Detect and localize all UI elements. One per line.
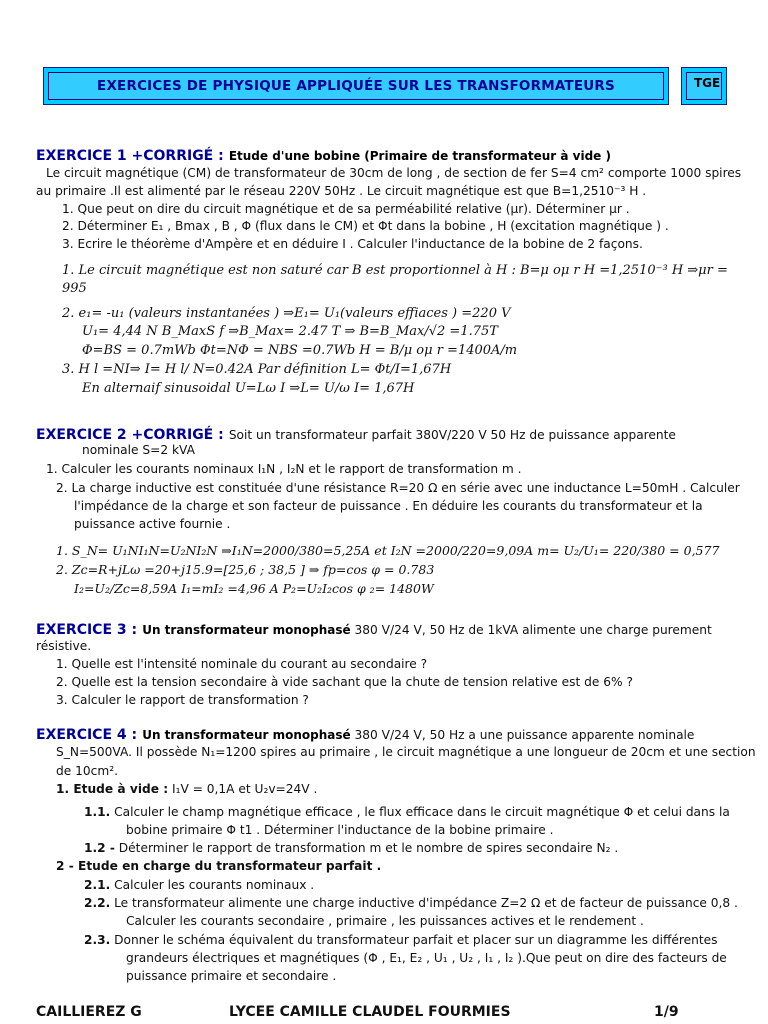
ex2-question-2c: puissance active fournie . xyxy=(74,517,231,531)
exercise-4-title: EXERCICE 4 : xyxy=(36,727,138,743)
ex1-solution-6: En alternaif sinusoidal U=Lω I ⇒L= U/ω I= 1,67H xyxy=(82,381,415,396)
ex2-line-1: Soit un transformateur parfait 380V/220 V 50 Hz de puissance apparente xyxy=(228,428,676,442)
ex4-part-2-3-text-b: grandeurs électriques et magnétiques (Φ , E₁, E₂ , U₁ , U₂ , I₁ , I₂ ).Que peut on dire des facteurs de xyxy=(126,951,727,965)
exercise-2-title: EXERCICE 2 +CORRIGÉ : xyxy=(36,427,224,443)
ex4-part-2-2 xyxy=(84,896,738,910)
page-title: EXERCICES DE PHYSIQUE APPLIQUÉE SUR LES TRANSFORMATEURS xyxy=(48,72,664,100)
ex4-part-1-1-label: 1.1. xyxy=(84,805,111,819)
ex3-line-1: 380 V/24 V, 50 Hz de 1kVA alimente une charge purement xyxy=(350,623,712,637)
ex4-part-1-text: I₁V = 0,1A et U₂v=24V . xyxy=(168,782,318,796)
exercise-1-title: EXERCICE 1 +CORRIGÉ : xyxy=(36,148,224,164)
ex1-solution-2: 2. e₁= -u₁ (valeurs instantanées ) ⇒E₁= U₁(valeurs effiaces ) =220 V xyxy=(62,306,511,321)
ex1-solution-4: Φ=BS = 0.7mWb Φt=NΦ = NBS =0.7Wb H = B/μ oμ r =1400A/m xyxy=(82,343,518,358)
ex4-part-2-2-text-b: Calculer les courants secondaire , primaire , les puissances actives et le rendement . xyxy=(126,914,644,928)
class-tag-box xyxy=(681,67,727,105)
exercise-3-subtitle: Un transformateur monophasé xyxy=(142,623,351,637)
exercise-4-heading xyxy=(36,724,694,743)
exercise-2-heading xyxy=(36,424,676,443)
ex4-part-2: 2 - Etude en charge du transformateur parfait . xyxy=(56,859,382,873)
ex1-line-1: Le circuit magnétique (CM) de transformateur de 30cm de long , de section de fer S=4 cm² comporte 1000 spires xyxy=(46,166,742,180)
ex1-solution-3: U₁= 4,44 N B_MaxS f ⇒B_Max= 2.47 T ⇒ B=B_Max/√2 =1.75T xyxy=(82,324,498,339)
ex2-question-2b: l'impédance de la charge et son facteur de puissance . En déduire les courants du transformateur et la xyxy=(74,499,703,513)
ex2-question-1: 1. Calculer les courants nominaux I₁N , I₂N et le rapport de transformation m . xyxy=(46,462,522,476)
ex4-part-1-label: 1. Etude à vide : xyxy=(56,782,169,796)
ex4-part-2-2-text-a: Le transformateur alimente une charge inductive d'impédance Z=2 Ω et de facteur de puissance 0,8 . xyxy=(110,896,738,910)
ex4-line-2: S_N=500VA. Il possède N₁=1200 spires au primaire , le circuit magnétique a une longueur de 20cm et une section xyxy=(56,745,756,759)
ex2-question-2a: 2. La charge inductive est constituée d'une résistance R=20 Ω en série avec une inductance L=50mH . Calculer xyxy=(56,481,740,495)
ex4-part-2-1-text: Calculer les courants nominaux . xyxy=(110,878,315,892)
exercise-1-subtitle: Etude d'une bobine (Primaire de transformateur à vide ) xyxy=(228,149,611,163)
ex4-line-1: 380 V/24 V, 50 Hz a une puissance apparente nominale xyxy=(350,728,695,742)
exercise-3-heading xyxy=(36,619,712,638)
ex2-solution-2: 2. Zc=R+jLω =20+j15.9=[25,6 ; 38,5 ] ⇒ fp=cos φ = 0.783 xyxy=(56,562,435,577)
exercise-3-title: EXERCICE 3 : xyxy=(36,622,138,638)
ex2-solution-3: I₂=U₂/Zc=8,59A I₁=mI₂ =4,96 A P₂=U₂I₂cos φ ₂= 1480W xyxy=(74,581,434,596)
ex4-part-2-1 xyxy=(84,878,314,892)
ex4-part-2-3 xyxy=(84,933,718,947)
ex3-question-1: 1. Quelle est l'intensité nominale du courant au secondaire ? xyxy=(56,657,428,671)
ex1-solution-1: 1. Le circuit magnétique est non saturé car B est proportionnel à H : B=μ oμ r H =1,2510⁻³ H ⇒μr = xyxy=(62,263,728,278)
ex4-part-1-1-text-b: bobine primaire Φ t1 . Déterminer l'inductance de la bobine primaire . xyxy=(126,823,554,837)
exercise-1-heading xyxy=(36,145,611,164)
class-tag: TGE xyxy=(686,72,722,100)
ex3-line-2: résistive. xyxy=(36,639,92,653)
ex1-line-2: au primaire .Il est alimenté par le réseau 220V 50Hz . Le circuit magnétique est que B=1,2510⁻³ H . xyxy=(36,184,647,198)
ex4-line-3: de 10cm². xyxy=(56,764,118,778)
ex4-part-1-2 xyxy=(84,841,618,855)
ex4-part-1 xyxy=(56,782,317,796)
ex1-solution-5: 3. H l =NI⇒ I= H l/ N=0.42A Par définition L= Φt/I=1,67H xyxy=(62,362,452,377)
footer-school: LYCEE CAMILLE CLAUDEL FOURMIES xyxy=(229,1004,511,1020)
ex4-part-2-1-label: 2.1. xyxy=(84,878,111,892)
ex4-part-2-3-label: 2.3. xyxy=(84,933,111,947)
ex4-part-2-3-text-a: Donner le schéma équivalent du transformateur parfait et placer sur un diagramme les différentes xyxy=(110,933,718,947)
ex2-solution-1: 1. S_N= U₁NI₁N=U₂NI₂N ⇒I₁N=2000/380=5,25A et I₂N =2000/220=9,09A m= U₂/U₁= 220/380 = 0,577 xyxy=(56,543,720,558)
ex1-solution-1b: 995 xyxy=(62,281,87,296)
ex4-part-1-2-label: 1.2 - xyxy=(84,841,115,855)
ex4-part-2-2-label: 2.2. xyxy=(84,896,111,910)
title-banner xyxy=(43,67,669,105)
ex4-part-1-1 xyxy=(84,805,730,819)
footer-page-number: 1/9 xyxy=(654,1004,679,1020)
exercise-4-subtitle: Un transformateur monophasé xyxy=(142,728,351,742)
ex4-part-2-3-text-c: puissance primaire et secondaire . xyxy=(126,969,337,983)
ex4-part-1-1-text-a: Calculer le champ magnétique efficace , le flux efficace dans le circuit magnétique Φ et celui dans la xyxy=(110,805,730,819)
ex2-line-2: nominale S=2 kVA xyxy=(82,443,195,457)
ex3-question-3: 3. Calculer le rapport de transformation ? xyxy=(56,693,309,707)
footer-author: CAILLIEREZ G xyxy=(36,1004,142,1020)
ex4-part-1-2-text: Déterminer le rapport de transformation m et le nombre de spires secondaire N₂ . xyxy=(114,841,619,855)
ex1-question-1: 1. Que peut on dire du circuit magnétique et de sa perméabilité relative (μr). Déterminer μr . xyxy=(62,202,630,216)
ex3-question-2: 2. Quelle est la tension secondaire à vide sachant que la chute de tension relative est de 6% ? xyxy=(56,675,633,689)
ex1-question-3: 3. Ecrire le théorème d'Ampère et en déduire I . Calculer l'inductance de la bobine de 2 façons. xyxy=(62,237,643,251)
ex1-question-2: 2. Déterminer E₁ , Bmax , B , Φ (flux dans le CM) et Φt dans la bobine , H (excitation magnétique ) . xyxy=(62,219,669,233)
